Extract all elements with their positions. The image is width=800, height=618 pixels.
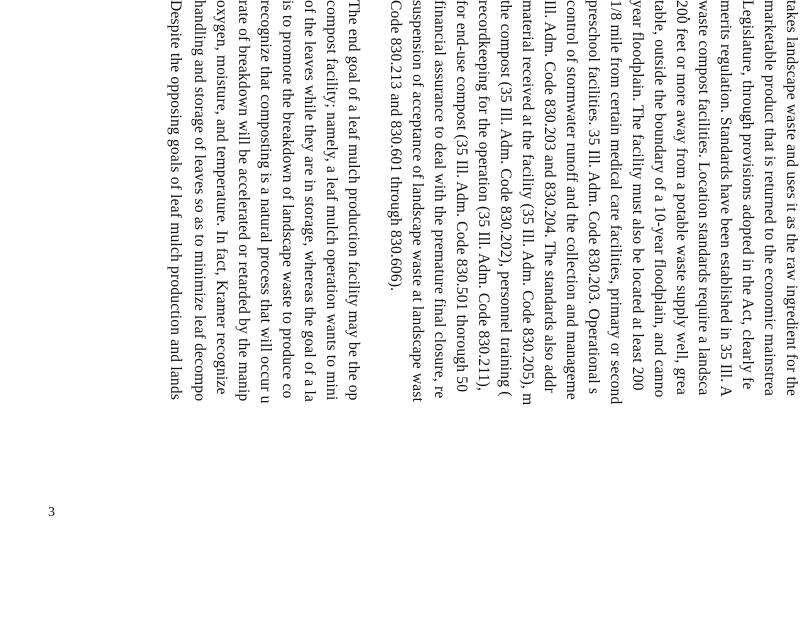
text-line: rate of breakdown will be accelerated or retarded by the manip xyxy=(235,0,252,402)
text-line: for end-use compost (35 Ill. Adm. Code 830.501 thorough 50 xyxy=(453,0,470,393)
text-line: Despite the opposing goals of leaf mulch production and lands xyxy=(167,0,184,401)
text-line: handling and storage of leaves so as to minimize leaf decompo xyxy=(191,0,208,402)
text-line: compost facility; namely, a leaf mulch operation wants to mini xyxy=(323,0,340,401)
text-line: the compost (35 Ill. Adm. Code 830.202), personnel training ( xyxy=(497,0,514,397)
text-line: oxygen, moisture, and temperature. In fact, Kramer recognize xyxy=(213,0,230,395)
text-line: recordkeeping for the operation (35 Ill. Adm. Code 830.211), xyxy=(475,0,492,392)
text-line: The end goal of a leaf mulch production facility may be the op xyxy=(345,0,362,401)
text-line: year floodplain. The facility must also be located at least 200 xyxy=(629,0,646,391)
rotated-text-block xyxy=(80,0,800,618)
text-line: of the leaves while they are in storage, whereas the goal of a la xyxy=(301,0,318,403)
text-line: marketable product that is returned to the economic mainstrea xyxy=(761,0,778,397)
text-line: control of stormwater runoff and the collection and manageme xyxy=(563,0,580,400)
text-line: Legislature, through provisions adopted in the Act, clearly fe xyxy=(739,0,756,390)
page-number: 3 xyxy=(48,505,55,520)
text-line: preschool facilities. 35 Ill. Adm. Code 830.203. Operational s xyxy=(585,0,602,395)
text-line: Code 830.213 and 830.601 through 830.606). xyxy=(387,0,404,292)
text-line: suspension of acceptance of landscape waste at landscape wast xyxy=(409,0,426,403)
text-line: 1/8 mile from certain medical care facilities, primary or second xyxy=(607,0,624,405)
text-line: table, outside the boundary of a 10-year floodplain, and canno xyxy=(651,0,668,398)
text-line: 200 feet or more away from a potable waste supply well, grea xyxy=(673,0,690,396)
text-line: financial assurance to deal with the premature final closure, re xyxy=(431,0,448,399)
text-line: material received at the facility (35 Ill. Adm. Code 830.205), m xyxy=(519,0,536,406)
text-line: waste compost facilities. Location standards require a landsca xyxy=(695,0,712,396)
text-line: takes landscape waste and uses it as the raw ingredient for the xyxy=(783,0,800,397)
text-line: recognize that composting is a natural process that will occur u xyxy=(257,0,274,404)
text-line: merits regulation. Standards have been established in 35 Ill. A xyxy=(717,0,734,397)
text-line: is to promote the breakdown of landscape waste to produce co xyxy=(279,0,296,399)
text-line: Ill. Adm. Code 830.203 and 830.204. The standards also addr xyxy=(541,0,558,393)
